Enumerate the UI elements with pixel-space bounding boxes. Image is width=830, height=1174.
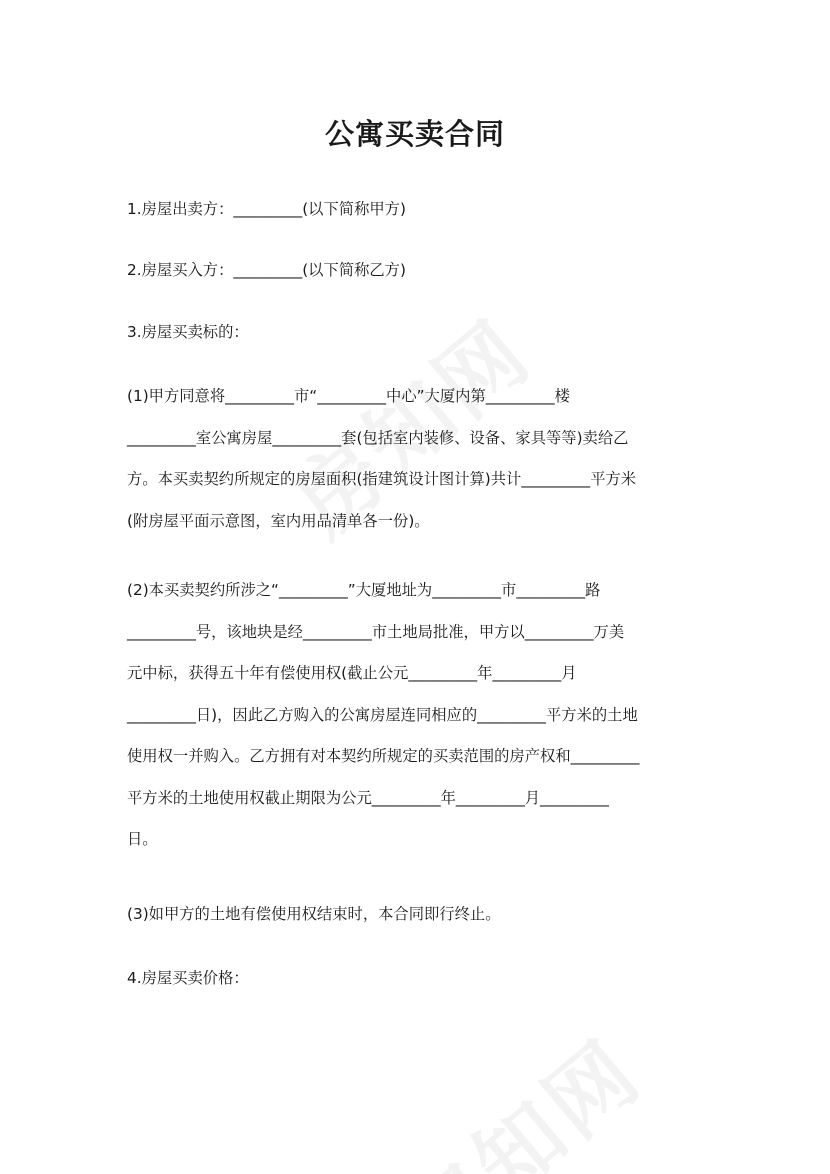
text-line: 日。 [127,830,158,848]
text-line: 方。本买卖契约所规定的房屋面积(指建筑设计图计算)共计_________平方米 [127,470,637,488]
clause-seller [127,189,705,231]
clause-subject-1 [127,376,705,542]
clause-price-heading [127,958,705,1000]
text-line: 2.房屋买入方：_________(以下简称乙方) [127,261,406,279]
document-title: 公寓买卖合同 [324,117,505,151]
clause-buyer [127,250,705,292]
text-line: _________室公寓房屋_________套(包括室内装修、设备、家具等等)卖给乙 [127,428,629,447]
clause-subject-3 [127,894,705,936]
text-line: 1.房屋出卖方：_________(以下简称甲方) [127,200,406,218]
text-line: 使用权一并购入。乙方拥有对本契约所规定的买卖范围的房产权和_________ [127,747,640,765]
text-line: 3.房屋买卖标的： [127,323,249,341]
clause-subject-2 [127,570,705,861]
text-line: (3)如甲方的土地有偿使用权结束时，本合同即行终止。 [127,905,501,923]
text-line: 元中标，获得五十年有偿使用权(截止公元_________年_________月 [127,664,577,682]
text-line: (附房屋平面示意图，室内用品清单各一份)。 [127,511,430,530]
text-line: 4.房屋买卖价格： [127,969,249,987]
clause-subject-heading [127,312,705,354]
text-line: _________日)，因此乙方购入的公寓房屋连同相应的_________平方米的土地 [127,705,638,724]
text-line: (2)本买卖契约所涉之“_________”大厦地址为_________市_________路 [127,581,601,599]
watermark [372,1006,663,1174]
text-line: _________号，该地块是经_________市土地局批准，甲方以_________万美 [127,622,625,641]
text-line: (1)甲方同意将_________市“_________中心”大厦内第_________楼 [127,387,570,405]
text-line: 平方米的土地使用权截止期限为公元_________年_________月_________ [127,788,609,807]
